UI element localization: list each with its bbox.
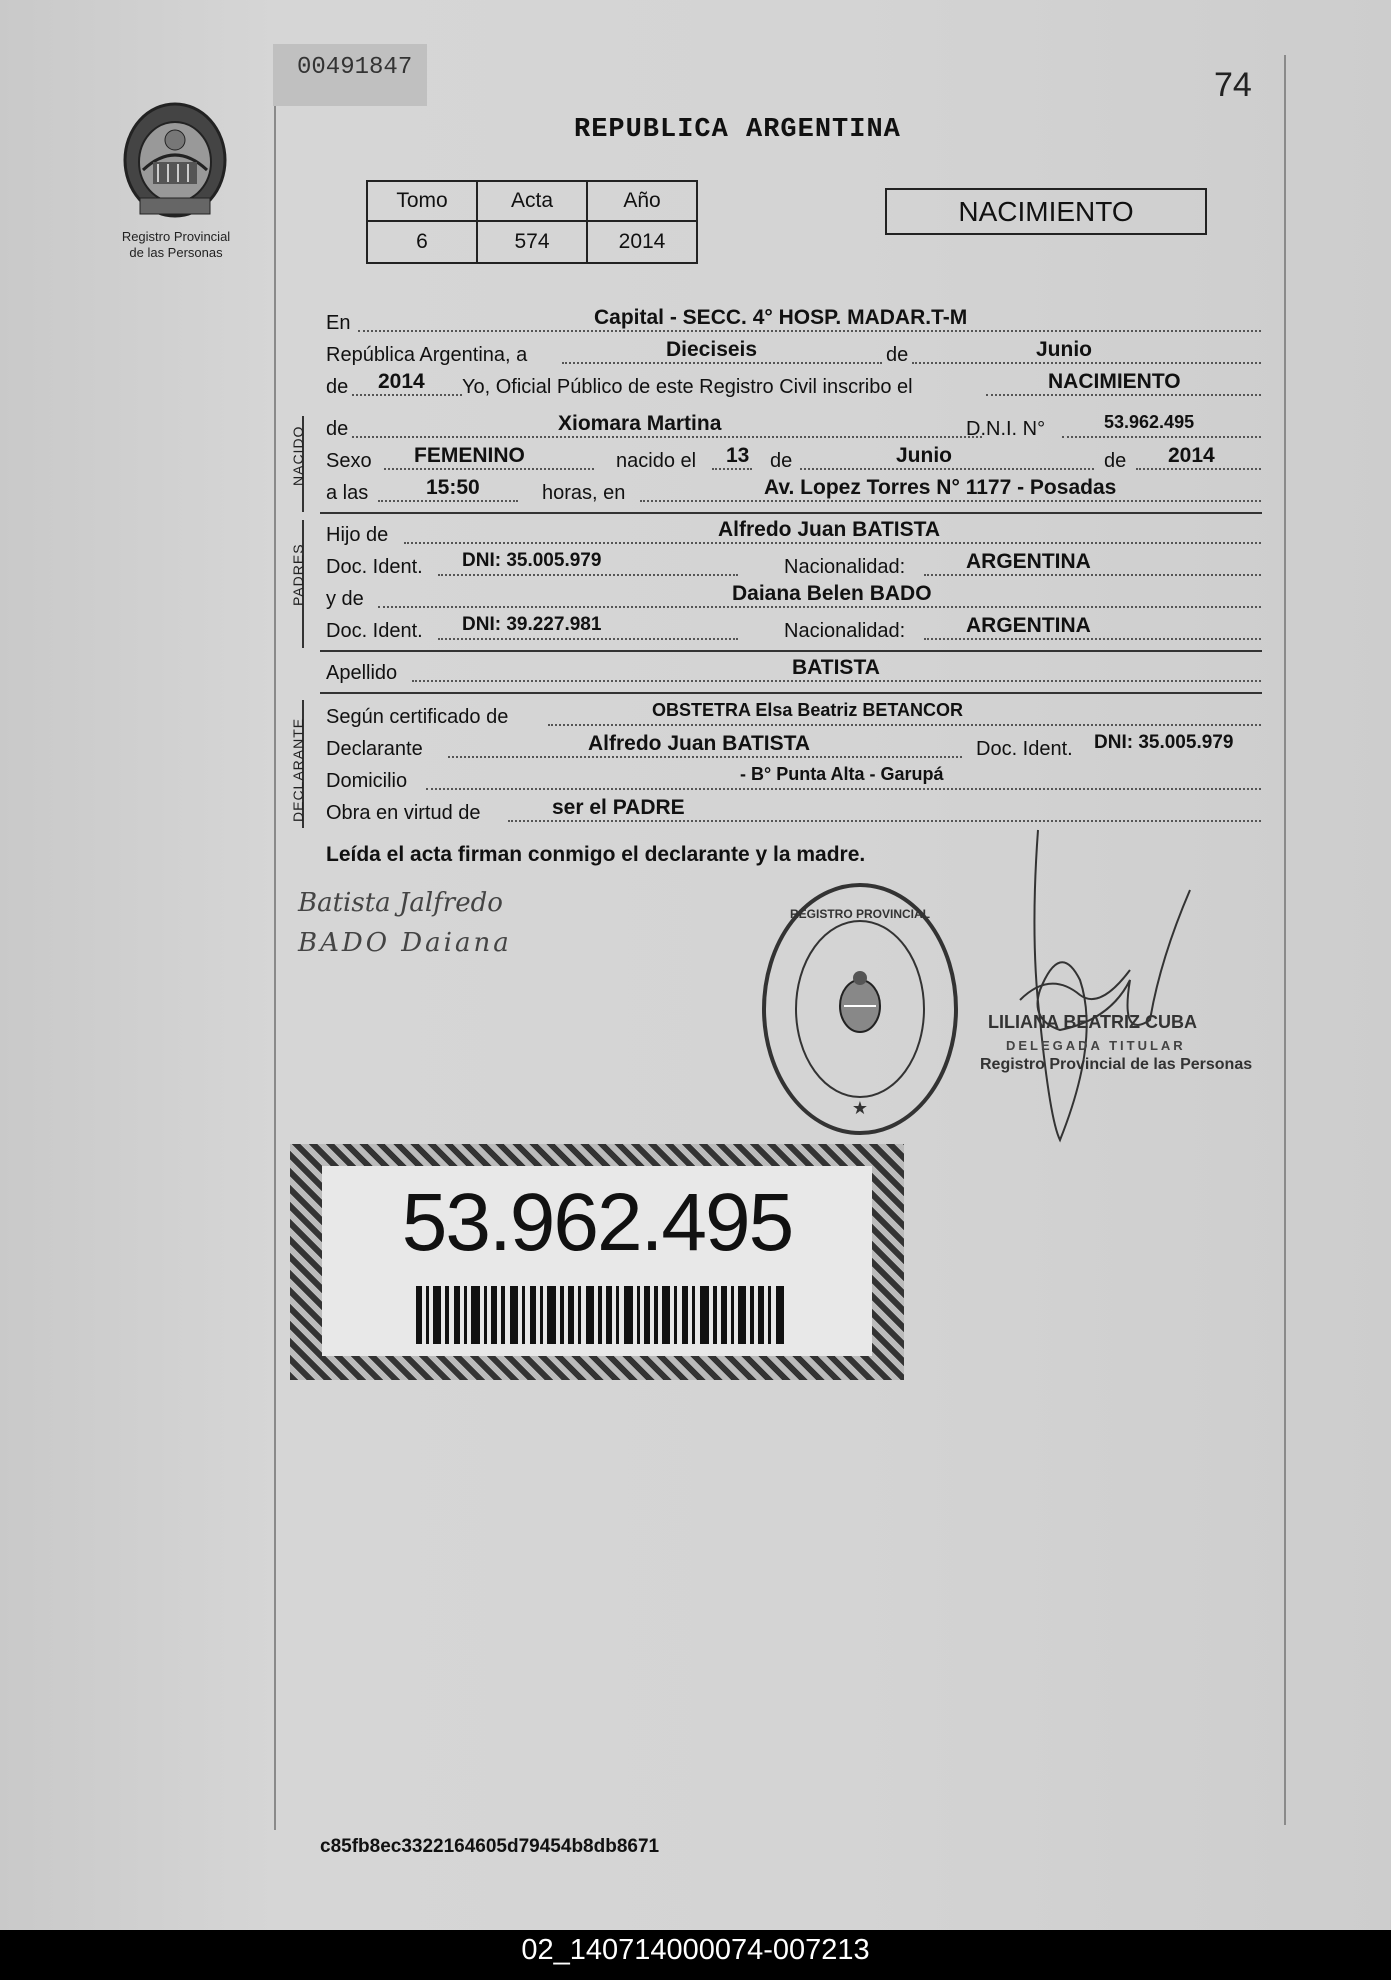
dotted-line (358, 330, 1261, 332)
dotted-line (562, 362, 882, 364)
misiones-province-emblem-icon (118, 100, 232, 224)
value-father-nationality: ARGENTINA (966, 550, 1091, 573)
dotted-line (912, 362, 1261, 364)
section-divider (320, 692, 1262, 694)
padres-section-label: PADRES (290, 543, 306, 606)
label-doc-ident: Doc. Ident. (326, 620, 423, 642)
label-en: En (326, 312, 351, 334)
dotted-line (924, 638, 1261, 640)
value-sexo: FEMENINO (414, 444, 525, 467)
row-domicilio (326, 764, 1261, 796)
dotted-line (448, 756, 962, 758)
label-hijo-de: Hijo de (326, 524, 389, 546)
label-republica: República Argentina, a (326, 344, 528, 366)
dotted-line (1062, 436, 1261, 438)
row-hora (326, 476, 1261, 508)
label-de: de (1104, 450, 1127, 472)
row-mother-doc (326, 614, 1261, 646)
label-domicilio: Domicilio (326, 770, 408, 792)
value-father-name: Alfredo Juan BATISTA (718, 518, 941, 541)
emblem-caption (96, 229, 256, 261)
dotted-line (378, 606, 1261, 608)
label-apellido: Apellido (326, 662, 398, 684)
page-number: 74 (1214, 66, 1252, 104)
barcode-label (290, 1144, 904, 1380)
dotted-line (438, 574, 738, 576)
row-apellido (326, 656, 1261, 688)
label-declarante: Declarante (326, 738, 423, 760)
row-hijo-de (326, 518, 1261, 550)
label-oficial: Yo, Oficial Público de este Registro Civil inscribo el (462, 376, 913, 398)
label-horas-en: horas, en (542, 482, 626, 504)
dotted-line (986, 394, 1261, 396)
emblem-caption-line1: Registro Provincial (121, 229, 231, 244)
value-certificado: OBSTETRA Elsa Beatriz BETANCOR (652, 700, 964, 720)
label-doc-ident: Doc. Ident. (976, 738, 1073, 760)
value-declarante: Alfredo Juan BATISTA (588, 732, 811, 755)
value-day: Dieciseis (666, 338, 758, 361)
row-fecha (326, 338, 1261, 370)
dotted-line (352, 436, 982, 438)
row-certificado (326, 700, 1261, 732)
value-birth-place: Av. Lopez Torres N° 1177 - Posadas (764, 476, 1117, 499)
value-mother-doc: DNI: 39.227.981 (462, 614, 602, 635)
right-margin-line (1284, 55, 1286, 1825)
row-nacido-name (326, 412, 1261, 444)
section-divider (320, 650, 1262, 652)
row-sexo (326, 444, 1261, 476)
barcode-number: 53.962.495 (401, 1177, 793, 1268)
record-table-header-row (367, 181, 697, 221)
row-y-de (326, 582, 1261, 614)
value-child-name: Xiomara Martina (558, 412, 722, 435)
value-birth-year: 2014 (1168, 444, 1215, 467)
label-de: de (326, 418, 349, 440)
label-nacionalidad: Nacionalidad: (784, 620, 906, 642)
emblem-caption-line2: de las Personas (129, 245, 223, 260)
dotted-line (712, 468, 752, 470)
dotted-line (384, 468, 594, 470)
officer-role: DELEGADA TITULAR (1006, 1038, 1186, 1053)
serial-number-box (273, 44, 427, 106)
label-doc-ident: Doc. Ident. (326, 556, 423, 578)
value-father-doc: DNI: 35.005.979 (462, 550, 602, 571)
official-oval-seal-icon (758, 878, 962, 1140)
label-nacionalidad: Nacionalidad: (784, 556, 906, 578)
dotted-line (800, 468, 1094, 470)
value-ano: 2014 (587, 221, 697, 263)
header-ano: Año (587, 181, 697, 221)
value-month: Junio (1036, 338, 1092, 361)
value-birth-day: 13 (726, 444, 750, 467)
document-hash: c85fb8ec3322164605d79454b8db8671 (320, 1836, 660, 1857)
declarante-section-label: DECLARANTE (290, 717, 306, 822)
dotted-line (1136, 468, 1261, 470)
signature-mother: BADO Daiana (298, 928, 512, 958)
label-de: de (770, 450, 793, 472)
value-birth-time: 15:50 (426, 476, 480, 499)
label-obra: Obra en virtud de (326, 802, 481, 824)
value-apellido: BATISTA (792, 656, 880, 679)
document-title: REPUBLICA ARGENTINA (574, 115, 901, 145)
barcode-icon (416, 1286, 786, 1344)
value-year: 2014 (378, 370, 425, 393)
label-de: de (886, 344, 909, 366)
dotted-line (924, 574, 1261, 576)
value-acta: 574 (477, 221, 587, 263)
value-tomo: 6 (367, 221, 477, 263)
record-number-table (366, 180, 698, 264)
dotted-line (438, 638, 738, 640)
officer-name: LILIANA BEATRIZ CUBA (988, 1012, 1197, 1032)
closing-statement: Leída el acta firman conmigo el declarante y la madre. (326, 843, 866, 866)
section-divider (320, 512, 1262, 514)
label-nacido-el: nacido el (616, 450, 697, 472)
header-acta: Acta (477, 181, 587, 221)
officer-signature-mark (960, 820, 1200, 1150)
value-mother-name: Daiana Belen BADO (732, 582, 932, 605)
serial-number: 00491847 (297, 54, 413, 81)
dotted-line (378, 500, 518, 502)
value-domicilio: - B° Punta Alta - Garupá (740, 764, 944, 784)
record-table-value-row (367, 221, 697, 263)
dotted-line (426, 788, 1261, 790)
value-inscribe: NACIMIENTO (1048, 370, 1181, 393)
dotted-line (640, 500, 1261, 502)
barcode-label-inner (322, 1166, 872, 1356)
value-place-of-registry: Capital - SECC. 4° HOSP. MADAR.T-M (594, 306, 968, 329)
dotted-line (404, 542, 1261, 544)
value-declarante-doc: DNI: 35.005.979 (1094, 732, 1234, 753)
dotted-line (412, 680, 1261, 682)
record-type-box: NACIMIENTO (885, 188, 1207, 235)
label-dni: D.N.I. N° (966, 418, 1046, 440)
signature-declarante: Batista Jalfredo (298, 888, 503, 918)
row-father-doc (326, 550, 1261, 582)
nacido-section-label: NACIDO (290, 425, 306, 486)
row-year (326, 370, 1261, 402)
label-year-de: de (326, 376, 349, 398)
officer-office: Registro Provincial de las Personas (980, 1056, 1253, 1073)
footer-file-id: 02_140714000074-007213 (521, 1934, 870, 1966)
left-margin-line (274, 50, 276, 1830)
svg-text:★: ★ (851, 1098, 869, 1118)
row-en (326, 306, 1261, 338)
value-obra: ser el PADRE (552, 796, 685, 819)
label-a-las: a las (326, 482, 369, 504)
value-mother-nationality: ARGENTINA (966, 614, 1091, 637)
label-sexo: Sexo (326, 450, 372, 472)
dotted-line (548, 724, 1261, 726)
value-child-dni: 53.962.495 (1104, 412, 1195, 432)
label-y-de: y de (326, 588, 364, 610)
value-birth-month: Junio (896, 444, 952, 467)
svg-text:REGISTRO PROVINCIAL: REGISTRO PROVINCIAL (789, 907, 931, 921)
label-certificado: Según certificado de (326, 706, 509, 728)
row-declarante (326, 732, 1261, 764)
header-tomo: Tomo (367, 181, 477, 221)
dotted-line (352, 394, 462, 396)
